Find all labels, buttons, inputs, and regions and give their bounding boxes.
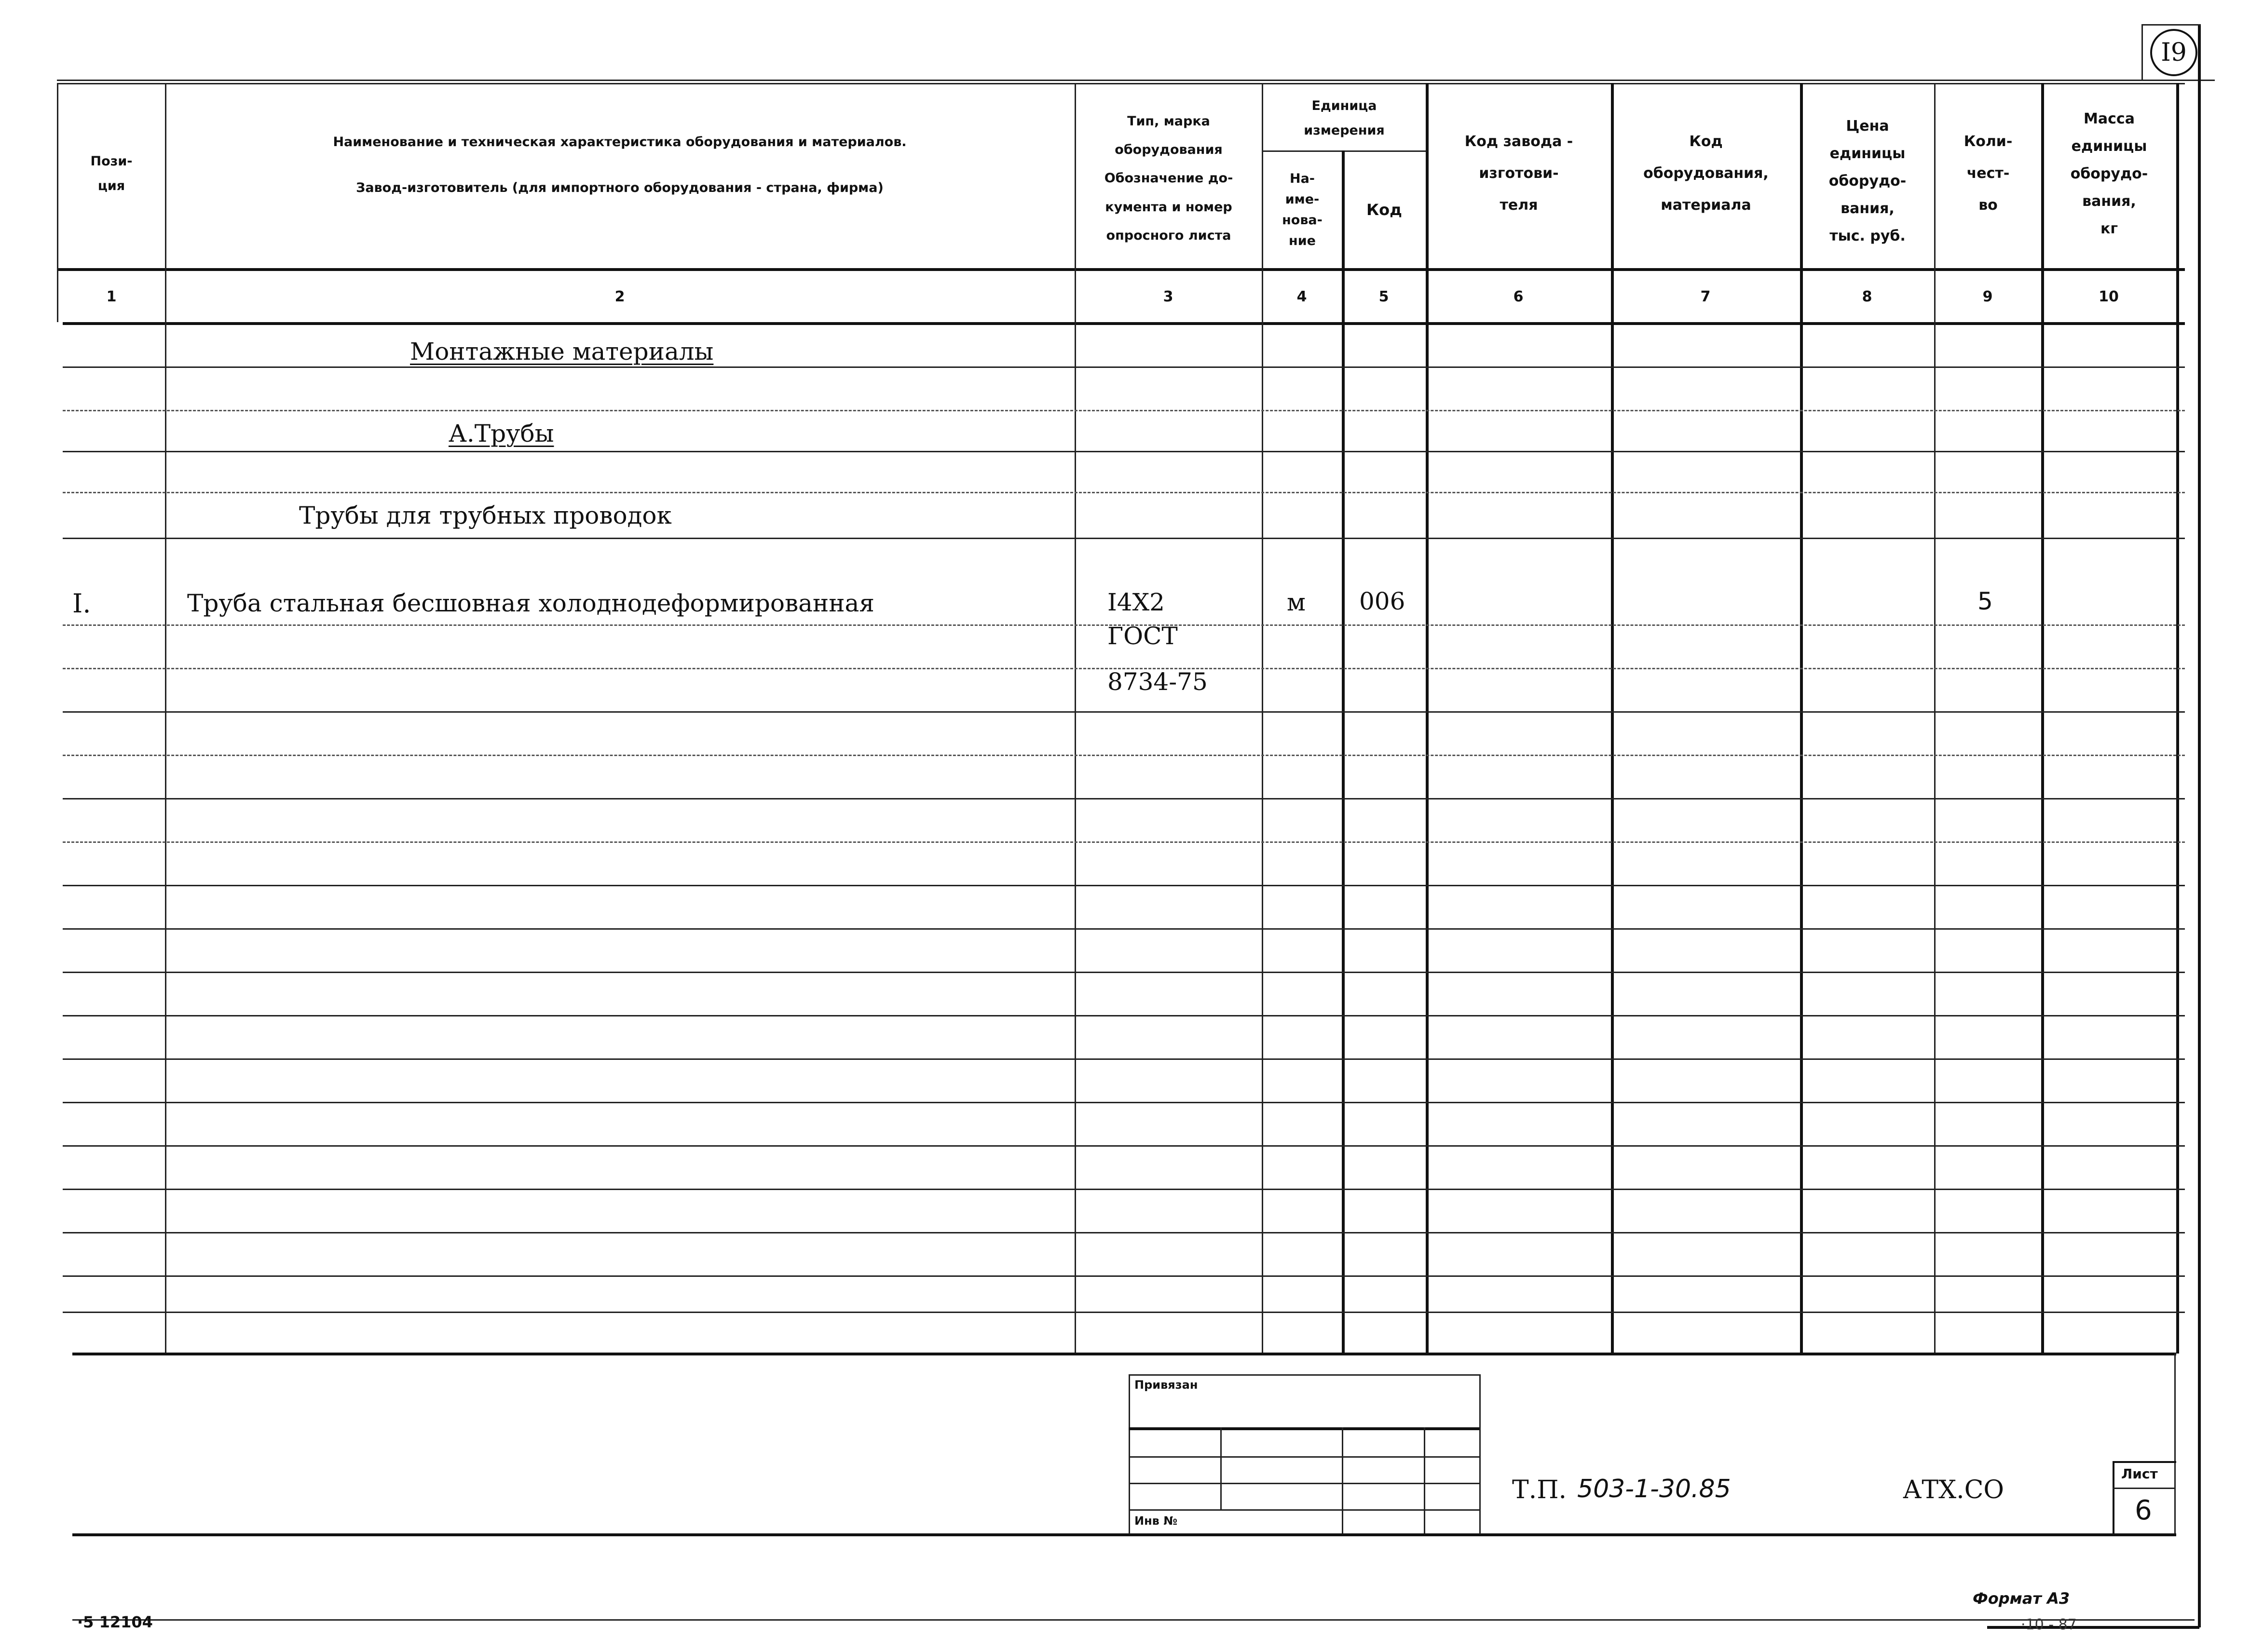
page-number: I9: [2161, 38, 2187, 67]
colnum-8: 8: [1862, 288, 1872, 305]
header-type: Тип, марка оборудования Обозначение до- кумента и номер опросного листа: [1104, 113, 1233, 244]
footer-left-code: ·5 12104: [77, 1613, 153, 1631]
row-line-m: [63, 928, 2185, 930]
bound-col-2: [1342, 1427, 1343, 1533]
row-line-t: [63, 1232, 2185, 1233]
header-name-line2: Завод-изготовитель (для импортного оборудования - страна, фирма): [356, 180, 884, 196]
col-line-6: [1611, 83, 1614, 1354]
header-equipment-code: Код оборудования, материала: [1643, 133, 1769, 214]
item-name: Труба стальная бесшовная холоднодеформированная: [187, 589, 874, 617]
row-line-r: [63, 1145, 2185, 1147]
row-line-u: [63, 1275, 2185, 1277]
row-line-l: [63, 885, 2185, 886]
top-frame-line: [57, 80, 2215, 81]
doc-code: АТХ.СО: [1903, 1476, 2005, 1504]
item-position: I.: [72, 588, 91, 619]
col-line-8: [1934, 83, 1936, 1354]
footer-format: Формат А3: [1973, 1589, 2070, 1608]
colnum-7: 7: [1700, 288, 1711, 305]
colnum-bottom-line: [63, 322, 2185, 325]
row-line-p: [63, 1058, 2185, 1060]
bound-row-2: [1129, 1456, 1479, 1458]
row-line-n: [63, 972, 2185, 973]
bound-row-3: [1129, 1483, 1479, 1484]
bound-col-1: [1220, 1427, 1222, 1509]
stamp-bottom-line: [72, 1533, 2176, 1536]
col-line-5: [1426, 83, 1429, 1354]
right-frame-line: [2198, 24, 2201, 1627]
row-line-k: [63, 841, 2185, 843]
col-line-4: [1342, 150, 1345, 1354]
item-type-line3: 8734-75: [1107, 668, 1208, 696]
header-quantity: Коли- чест- во: [1964, 133, 2013, 214]
row-line-c: [63, 451, 2185, 452]
doc-number: [1577, 1475, 1731, 1503]
bottom-frame-line: [1987, 1626, 2199, 1629]
header-position: Пози- ция: [90, 153, 133, 193]
sheet-number: 6: [2135, 1495, 2152, 1526]
table-bottom-line: [72, 1353, 2176, 1355]
footer-right-code: ·10 - 87: [2021, 1616, 2077, 1633]
colnum-4: 4: [1296, 288, 1307, 305]
header-unit-code: Код: [1366, 200, 1402, 219]
row-line-o: [63, 1015, 2185, 1016]
item-unit-code: 006: [1359, 587, 1405, 615]
colnum-9: 9: [1982, 288, 1993, 305]
col-line-1: [165, 83, 166, 1354]
page-number-circle: [2150, 29, 2197, 76]
colnum-1: 1: [106, 288, 117, 305]
header-price: Цена единицы оборудо- вания, тыс. руб.: [1828, 117, 1907, 244]
colnum-5: 5: [1378, 288, 1389, 305]
colnum-3: 3: [1163, 288, 1173, 305]
row-line-d: [63, 492, 2185, 493]
bound-label: Привязан: [1134, 1378, 1198, 1392]
row-line-q: [63, 1102, 2185, 1103]
sheet-box-divider: [2113, 1488, 2174, 1489]
col-line-2: [1075, 83, 1076, 1354]
bound-row-4: [1129, 1509, 1479, 1511]
colnum-6: 6: [1513, 288, 1524, 305]
inventory-label: Инв №: [1134, 1514, 1178, 1528]
item-quantity: 5: [1977, 587, 1993, 615]
col-line-10: [2176, 83, 2179, 1354]
row-line-j: [63, 798, 2185, 799]
row-line-h: [63, 711, 2185, 713]
item-unit: м: [1287, 588, 1306, 616]
header-unit-group: Единица измерения: [1304, 98, 1385, 138]
item-type-line1: I4X2: [1107, 588, 1165, 616]
header-mass: Масса единицы оборудо- вания, кг: [2070, 110, 2148, 237]
header-top-line: [57, 83, 2185, 84]
sheet-label: Лист: [2121, 1466, 2158, 1482]
row-line-b: [63, 410, 2185, 411]
item-type-line2: ГОСТ: [1107, 622, 1178, 650]
row-line-i: [63, 755, 2185, 756]
row-line-s: [63, 1189, 2185, 1190]
header-unit-name: На- име- нова- ние: [1282, 171, 1323, 249]
col-line-7: [1800, 83, 1803, 1354]
col-line-3: [1262, 83, 1263, 1354]
header-bottom-line: [57, 268, 2185, 271]
row-line-a: [63, 366, 2185, 368]
row-line-e: [63, 538, 2185, 539]
col-line-9: [2041, 83, 2044, 1354]
doc-number-value: 503-1-30.85: [1577, 1475, 1731, 1503]
section-montage-materials: Монтажные материалы: [410, 338, 714, 366]
section-pipes-for-conduits: Трубы для трубных проводок: [299, 501, 672, 529]
colnum-2: 2: [614, 288, 625, 305]
doc-prefix: Т.П.: [1512, 1476, 1567, 1504]
header-factory-code: Код завода - изготови- теля: [1464, 133, 1573, 214]
section-pipes: А.Трубы: [449, 420, 554, 447]
bound-row-1: [1129, 1427, 1479, 1430]
bound-col-3: [1424, 1427, 1425, 1533]
row-line-v: [63, 1312, 2185, 1313]
colnum-10: 10: [2099, 288, 2119, 305]
header-name-line1: Наименование и техническая характеристика оборудования и материалов.: [333, 135, 907, 150]
bottom-outer-line: [72, 1619, 2195, 1621]
